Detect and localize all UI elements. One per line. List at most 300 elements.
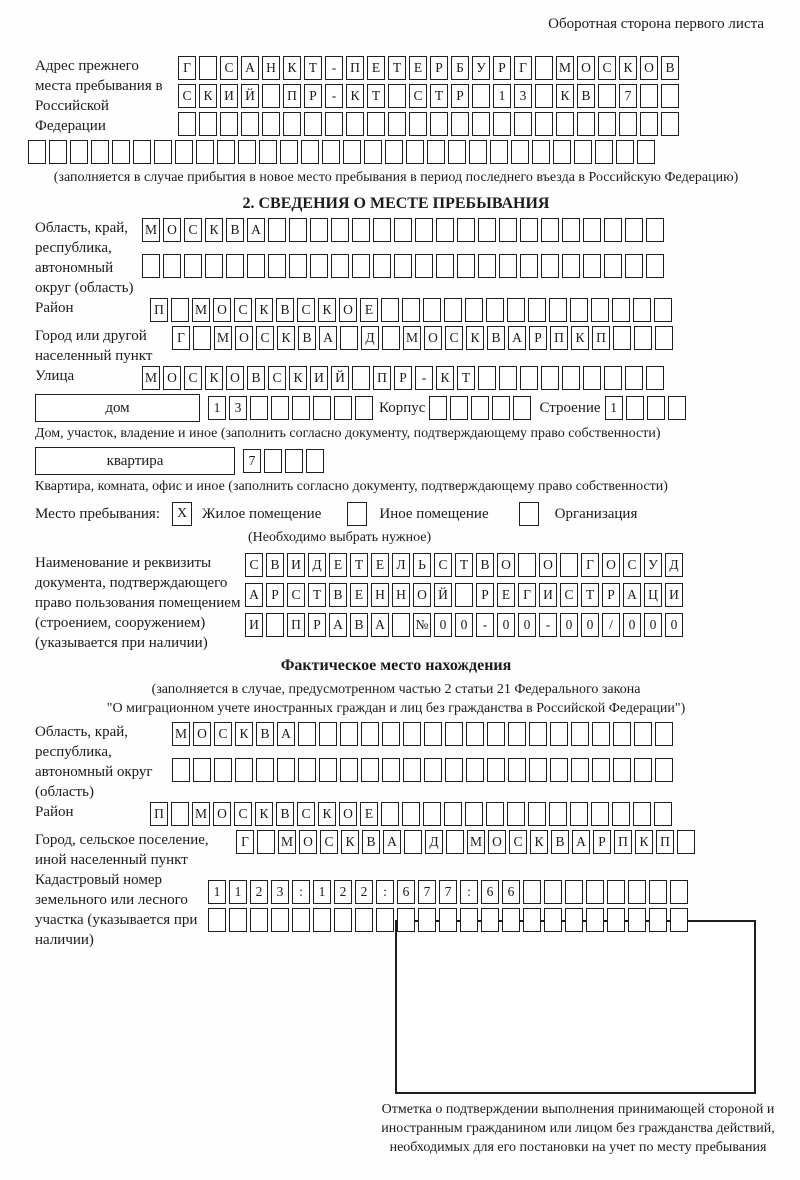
char-cell[interactable]: С [297,802,315,826]
char-cell[interactable]: П [550,326,568,350]
char-cell[interactable]: М [467,830,485,854]
char-cell[interactable]: К [436,366,454,390]
char-cell[interactable]: Т [455,553,473,577]
char-cell[interactable]: М [142,218,160,242]
char-cell[interactable] [319,722,337,746]
char-cell[interactable] [214,758,232,782]
char-cell[interactable] [352,366,370,390]
char-cell[interactable] [455,583,473,607]
char-cell[interactable]: С [409,84,427,108]
char-cell[interactable]: К [318,802,336,826]
char-cell[interactable] [655,326,673,350]
char-cell[interactable] [424,722,442,746]
char-cell[interactable]: Г [172,326,190,350]
char-cell[interactable] [226,254,244,278]
char-cell[interactable] [591,298,609,322]
char-cell[interactable]: Н [392,583,410,607]
char-cell[interactable] [364,140,382,164]
char-cell[interactable] [565,880,583,904]
char-cell[interactable] [478,366,496,390]
char-cell[interactable]: 3 [229,396,247,420]
char-cell[interactable] [633,298,651,322]
char-cell[interactable]: К [556,84,574,108]
char-cell[interactable] [508,758,526,782]
char-cell[interactable]: А [319,326,337,350]
char-cell[interactable] [451,112,469,136]
char-cell[interactable] [382,722,400,746]
char-cell[interactable] [142,254,160,278]
char-cell[interactable] [257,830,275,854]
residence-checkbox-zhiloe[interactable]: X [172,502,192,526]
char-cell[interactable] [429,396,447,420]
char-cell[interactable]: О [424,326,442,350]
char-cell[interactable]: Р [529,326,547,350]
char-cell[interactable] [598,112,616,136]
char-cell[interactable]: О [193,722,211,746]
char-cell[interactable]: О [488,830,506,854]
char-cell[interactable]: 7 [619,84,637,108]
char-cell[interactable] [361,722,379,746]
char-cell[interactable]: Р [304,84,322,108]
char-cell[interactable]: К [235,722,253,746]
char-cell[interactable] [532,140,550,164]
char-cell[interactable] [478,218,496,242]
char-cell[interactable]: Н [262,56,280,80]
char-cell[interactable] [560,553,578,577]
char-cell[interactable]: 7 [243,449,261,473]
char-cell[interactable] [241,112,259,136]
char-cell[interactable] [392,613,410,637]
char-cell[interactable]: С [184,218,202,242]
char-cell[interactable] [469,140,487,164]
char-cell[interactable] [415,254,433,278]
char-cell[interactable] [529,758,547,782]
char-cell[interactable] [406,140,424,164]
char-cell[interactable] [415,218,433,242]
char-cell[interactable] [259,140,277,164]
char-cell[interactable]: И [220,84,238,108]
char-cell[interactable] [340,758,358,782]
char-cell[interactable] [520,366,538,390]
char-cell[interactable] [457,218,475,242]
char-cell[interactable]: Г [236,830,254,854]
char-cell[interactable] [592,758,610,782]
char-cell[interactable] [626,396,644,420]
char-cell[interactable]: К [346,84,364,108]
char-cell[interactable] [570,298,588,322]
char-cell[interactable]: А [572,830,590,854]
char-cell[interactable] [649,880,667,904]
char-cell[interactable]: / [602,613,620,637]
char-cell[interactable]: 0 [623,613,641,637]
char-cell[interactable] [448,140,466,164]
char-cell[interactable] [549,298,567,322]
char-cell[interactable] [439,908,457,932]
char-cell[interactable] [271,908,289,932]
char-cell[interactable]: В [266,553,284,577]
char-cell[interactable] [193,326,211,350]
char-cell[interactable]: П [150,298,168,322]
char-cell[interactable] [487,758,505,782]
char-cell[interactable] [465,802,483,826]
char-cell[interactable] [661,84,679,108]
char-cell[interactable]: Д [425,830,443,854]
char-cell[interactable] [382,326,400,350]
char-cell[interactable]: В [329,583,347,607]
char-cell[interactable]: К [277,326,295,350]
char-cell[interactable] [373,254,391,278]
char-cell[interactable] [571,722,589,746]
char-cell[interactable] [607,908,625,932]
char-cell[interactable] [541,366,559,390]
char-cell[interactable]: Д [361,326,379,350]
char-cell[interactable]: Т [308,583,326,607]
char-cell[interactable]: М [214,326,232,350]
char-cell[interactable]: 1 [605,396,623,420]
char-cell[interactable]: О [213,298,231,322]
char-cell[interactable]: 2 [250,880,268,904]
char-cell[interactable] [285,449,303,473]
char-cell[interactable]: 0 [665,613,683,637]
char-cell[interactable] [583,218,601,242]
char-cell[interactable]: Е [409,56,427,80]
char-cell[interactable] [304,112,322,136]
char-cell[interactable]: Т [581,583,599,607]
char-cell[interactable] [397,908,415,932]
char-cell[interactable]: № [413,613,431,637]
char-cell[interactable] [220,112,238,136]
char-cell[interactable]: С [434,553,452,577]
char-cell[interactable] [445,722,463,746]
char-cell[interactable] [612,298,630,322]
char-cell[interactable]: В [362,830,380,854]
char-cell[interactable] [133,140,151,164]
char-cell[interactable] [331,254,349,278]
char-cell[interactable]: О [226,366,244,390]
char-cell[interactable] [154,140,172,164]
char-cell[interactable] [268,254,286,278]
char-cell[interactable] [250,908,268,932]
char-cell[interactable]: К [283,56,301,80]
char-cell[interactable]: А [329,613,347,637]
char-cell[interactable]: П [287,613,305,637]
char-cell[interactable] [430,112,448,136]
char-cell[interactable] [595,140,613,164]
char-cell[interactable]: М [192,802,210,826]
char-cell[interactable] [172,758,190,782]
char-cell[interactable] [634,758,652,782]
char-cell[interactable] [423,802,441,826]
char-cell[interactable]: 0 [560,613,578,637]
char-cell[interactable]: Г [518,583,536,607]
char-cell[interactable]: 3 [271,880,289,904]
char-cell[interactable]: П [150,802,168,826]
char-cell[interactable] [466,722,484,746]
char-cell[interactable]: В [298,326,316,350]
char-cell[interactable]: О [339,298,357,322]
char-cell[interactable] [388,112,406,136]
char-cell[interactable]: К [255,802,273,826]
char-cell[interactable] [604,254,622,278]
char-cell[interactable] [583,366,601,390]
char-cell[interactable] [613,326,631,350]
char-cell[interactable]: М [403,326,421,350]
char-cell[interactable] [481,908,499,932]
char-cell[interactable] [607,880,625,904]
char-cell[interactable] [268,218,286,242]
char-cell[interactable]: : [292,880,310,904]
char-cell[interactable] [613,758,631,782]
char-cell[interactable] [574,140,592,164]
char-cell[interactable]: 0 [518,613,536,637]
char-cell[interactable] [424,758,442,782]
char-cell[interactable] [520,218,538,242]
char-cell[interactable] [238,140,256,164]
char-cell[interactable] [670,880,688,904]
char-cell[interactable] [529,722,547,746]
char-cell[interactable]: О [413,583,431,607]
char-cell[interactable] [423,298,441,322]
char-cell[interactable]: И [287,553,305,577]
char-cell[interactable]: В [276,298,294,322]
char-cell[interactable]: Р [602,583,620,607]
char-cell[interactable]: Н [371,583,389,607]
char-cell[interactable]: Г [581,553,599,577]
char-cell[interactable] [334,908,352,932]
char-cell[interactable]: П [656,830,674,854]
char-cell[interactable] [655,758,673,782]
char-cell[interactable]: Р [394,366,412,390]
char-cell[interactable]: Е [360,802,378,826]
char-cell[interactable] [604,366,622,390]
char-cell[interactable] [289,218,307,242]
char-cell[interactable]: : [460,880,478,904]
char-cell[interactable] [403,758,421,782]
char-cell[interactable] [499,218,517,242]
char-cell[interactable]: О [577,56,595,80]
char-cell[interactable] [402,802,420,826]
char-cell[interactable]: Р [266,583,284,607]
char-cell[interactable]: Л [392,553,410,577]
char-cell[interactable]: И [539,583,557,607]
char-cell[interactable] [310,218,328,242]
char-cell[interactable] [343,140,361,164]
char-cell[interactable] [450,396,468,420]
char-cell[interactable] [193,758,211,782]
char-cell[interactable]: Д [665,553,683,577]
char-cell[interactable] [184,254,202,278]
char-cell[interactable]: И [665,583,683,607]
char-cell[interactable]: П [592,326,610,350]
char-cell[interactable] [264,449,282,473]
char-cell[interactable]: Ь [413,553,431,577]
char-cell[interactable] [647,396,665,420]
char-cell[interactable] [367,112,385,136]
char-cell[interactable] [381,802,399,826]
char-cell[interactable]: О [163,366,181,390]
char-cell[interactable]: В [350,613,368,637]
char-cell[interactable] [444,802,462,826]
char-cell[interactable]: В [476,553,494,577]
char-cell[interactable]: М [142,366,160,390]
char-cell[interactable] [199,56,217,80]
char-cell[interactable] [298,758,316,782]
char-cell[interactable] [634,722,652,746]
char-cell[interactable] [670,908,688,932]
char-cell[interactable] [654,298,672,322]
char-cell[interactable] [310,254,328,278]
char-cell[interactable] [171,298,189,322]
char-cell[interactable]: О [299,830,317,854]
char-cell[interactable]: А [383,830,401,854]
char-cell[interactable] [352,218,370,242]
char-cell[interactable] [553,140,571,164]
char-cell[interactable] [520,254,538,278]
char-cell[interactable]: К [199,84,217,108]
char-cell[interactable]: К [205,218,223,242]
char-cell[interactable]: В [551,830,569,854]
char-cell[interactable]: 1 [208,880,226,904]
char-cell[interactable] [373,218,391,242]
char-cell[interactable] [487,722,505,746]
char-cell[interactable]: О [602,553,620,577]
char-cell[interactable] [550,722,568,746]
char-cell[interactable] [283,112,301,136]
char-cell[interactable] [409,112,427,136]
char-cell[interactable]: П [346,56,364,80]
char-cell[interactable] [266,613,284,637]
char-cell[interactable] [518,553,536,577]
char-cell[interactable] [492,396,510,420]
char-cell[interactable]: Б [451,56,469,80]
char-cell[interactable]: В [577,84,595,108]
residence-checkbox-org[interactable] [519,502,539,526]
char-cell[interactable]: Г [178,56,196,80]
char-cell[interactable] [570,802,588,826]
char-cell[interactable] [535,112,553,136]
char-cell[interactable] [513,396,531,420]
char-cell[interactable]: О [235,326,253,350]
char-cell[interactable] [346,112,364,136]
char-cell[interactable] [340,326,358,350]
char-cell[interactable] [613,722,631,746]
char-cell[interactable]: Е [497,583,515,607]
char-cell[interactable] [306,449,324,473]
char-cell[interactable] [528,802,546,826]
char-cell[interactable] [199,112,217,136]
char-cell[interactable]: А [241,56,259,80]
char-cell[interactable] [340,722,358,746]
char-cell[interactable] [528,298,546,322]
char-cell[interactable] [175,140,193,164]
char-cell[interactable] [646,218,664,242]
char-cell[interactable] [633,802,651,826]
char-cell[interactable] [471,396,489,420]
char-cell[interactable]: С [297,298,315,322]
char-cell[interactable] [619,112,637,136]
char-cell[interactable] [196,140,214,164]
char-cell[interactable]: 7 [439,880,457,904]
char-cell[interactable] [355,908,373,932]
char-cell[interactable]: Т [304,56,322,80]
char-cell[interactable]: - [415,366,433,390]
char-cell[interactable] [472,84,490,108]
char-cell[interactable]: 6 [502,880,520,904]
char-cell[interactable]: Т [430,84,448,108]
char-cell[interactable] [478,254,496,278]
char-cell[interactable] [465,298,483,322]
char-cell[interactable] [313,908,331,932]
char-cell[interactable] [163,254,181,278]
char-cell[interactable]: С [256,326,274,350]
char-cell[interactable] [493,112,511,136]
char-cell[interactable] [301,140,319,164]
char-cell[interactable]: В [256,722,274,746]
char-cell[interactable] [277,758,295,782]
char-cell[interactable]: С [245,553,263,577]
char-cell[interactable] [208,908,226,932]
char-cell[interactable] [628,880,646,904]
char-cell[interactable]: А [245,583,263,607]
char-cell[interactable] [205,254,223,278]
char-cell[interactable] [486,298,504,322]
char-cell[interactable] [646,254,664,278]
char-cell[interactable]: 1 [313,880,331,904]
char-cell[interactable]: Р [451,84,469,108]
char-cell[interactable]: С [268,366,286,390]
char-cell[interactable] [394,254,412,278]
char-cell[interactable]: К [530,830,548,854]
char-cell[interactable]: Р [476,583,494,607]
char-cell[interactable] [402,298,420,322]
char-cell[interactable] [499,366,517,390]
char-cell[interactable] [637,140,655,164]
char-cell[interactable] [598,84,616,108]
char-cell[interactable] [508,722,526,746]
char-cell[interactable] [436,254,454,278]
char-cell[interactable] [247,254,265,278]
char-cell[interactable] [556,112,574,136]
char-cell[interactable]: Р [593,830,611,854]
char-cell[interactable]: - [539,613,557,637]
char-cell[interactable]: С [320,830,338,854]
char-cell[interactable]: В [276,802,294,826]
char-cell[interactable] [457,254,475,278]
char-cell[interactable]: - [476,613,494,637]
char-cell[interactable]: О [213,802,231,826]
char-cell[interactable] [499,254,517,278]
char-cell[interactable]: 6 [397,880,415,904]
char-cell[interactable] [418,908,436,932]
char-cell[interactable] [616,140,634,164]
char-cell[interactable]: М [278,830,296,854]
char-cell[interactable] [331,218,349,242]
char-cell[interactable] [604,218,622,242]
char-cell[interactable]: 7 [418,880,436,904]
char-cell[interactable]: 0 [434,613,452,637]
char-cell[interactable]: С [234,802,252,826]
char-cell[interactable] [541,218,559,242]
char-cell[interactable]: П [373,366,391,390]
char-cell[interactable] [404,830,422,854]
char-cell[interactable] [466,758,484,782]
char-cell[interactable] [486,802,504,826]
char-cell[interactable]: К [318,298,336,322]
char-cell[interactable]: К [466,326,484,350]
char-cell[interactable] [446,830,464,854]
char-cell[interactable] [376,908,394,932]
char-cell[interactable] [280,140,298,164]
